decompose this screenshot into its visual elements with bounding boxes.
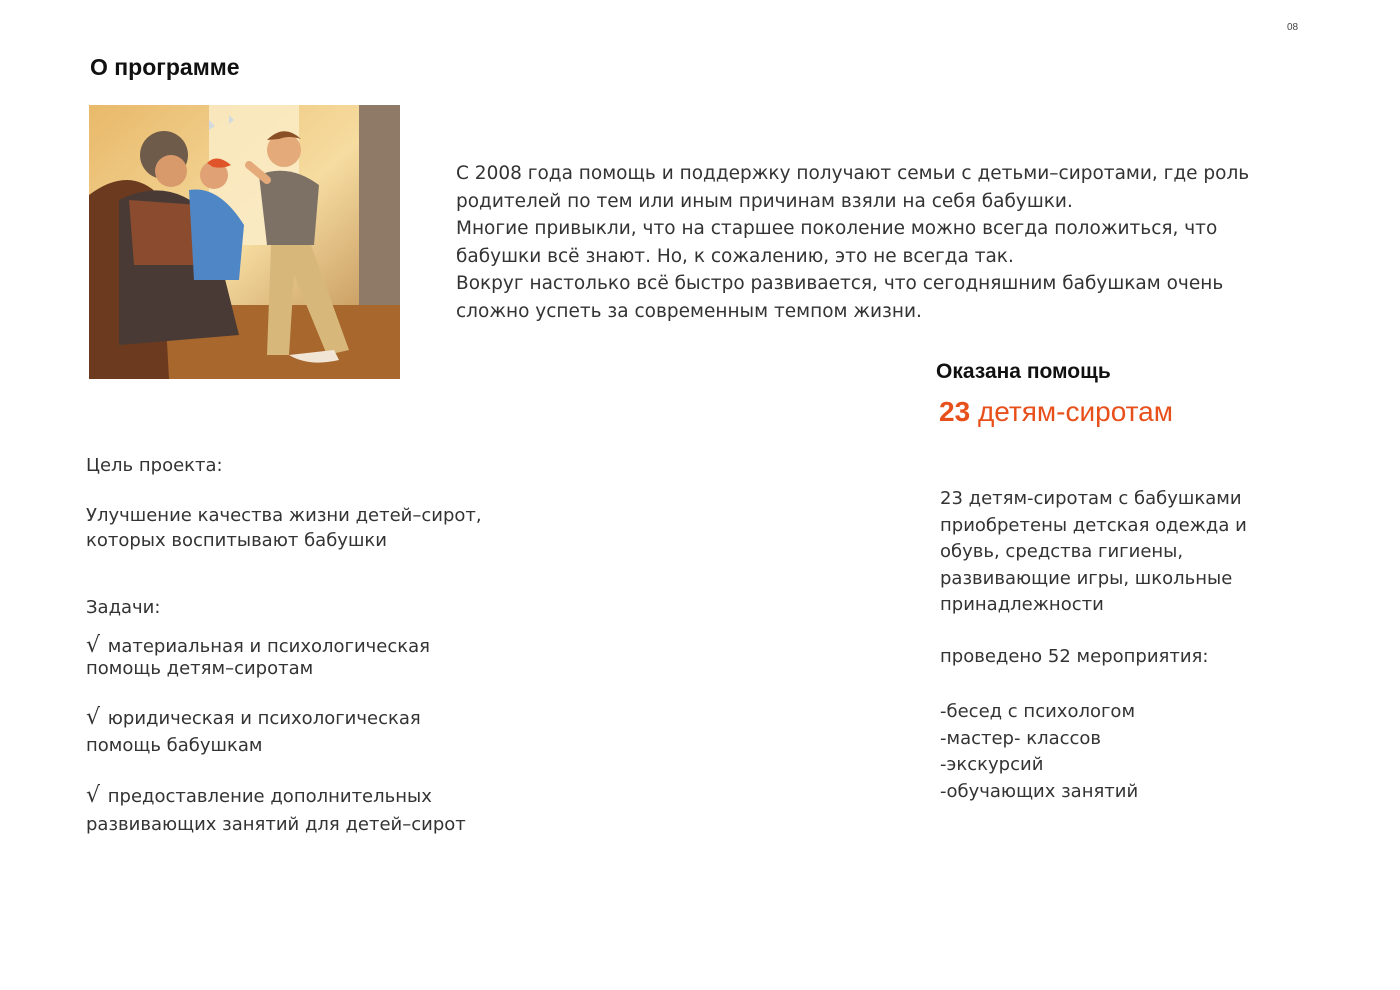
- events-list-item: -обучающих занятий: [940, 780, 1139, 802]
- task-text: юридическая и психологическая помощь бабушкам: [86, 708, 421, 756]
- help-count-label: детям-сиротам: [977, 396, 1173, 427]
- task-item: [86, 704, 486, 759]
- check-mark-icon: √: [86, 783, 101, 808]
- goal-label: Цель проекта:: [86, 455, 223, 476]
- help-count: [939, 396, 1173, 428]
- task-item: [86, 635, 486, 680]
- program-illustration: [89, 105, 400, 379]
- task-text: материальная и психологическая помощь детям–сиротам: [86, 636, 431, 679]
- task-text: предоставление дополнительных развивающих занятий для детей–сирот: [86, 786, 466, 835]
- events-list-item: -экскурсий: [940, 754, 1044, 775]
- tasks-label: Задачи:: [86, 597, 161, 618]
- results-purchases: 23 детям-сиротам с бабушками приобретены детская одежда и обувь, средства гигиены, развивающие игры, школьные принадлежности: [940, 488, 1247, 615]
- events-list: [940, 699, 1138, 805]
- task-item: [86, 782, 486, 839]
- intro-paragraph: С 2008 года помощь и поддержку получают семьи с детьми–сиротами, где роль родителей по тем или иным причинам взяли на себя бабушки.: [456, 163, 1250, 212]
- check-mark-icon: √: [86, 705, 101, 730]
- goal-text: Улучшение качества жизни детей–сирот, которых воспитывают бабушки: [86, 505, 482, 551]
- help-heading: Оказана помощь: [936, 360, 1111, 383]
- page-number: 08: [1287, 22, 1299, 33]
- page-title: О программе: [90, 54, 240, 80]
- results-events-intro: проведено 52 мероприятия:: [940, 646, 1209, 667]
- intro-paragraph: Многие привыкли, что на старшее поколение можно всегда положиться, что бабушки всё знают. Но, к сожалению, это не всегда так.: [456, 218, 1218, 267]
- intro-paragraph: Вокруг настолько всё быстро развивается, что сегодняшним бабушкам очень сложно успеть за современным темпом жизни.: [456, 273, 1224, 322]
- help-count-number: 23: [939, 396, 971, 427]
- intro-text: [456, 160, 1276, 325]
- check-mark-icon: √: [86, 633, 101, 658]
- events-list-item: -бесед с психологом: [940, 701, 1136, 722]
- events-list-item: -мастер- классов: [940, 727, 1102, 749]
